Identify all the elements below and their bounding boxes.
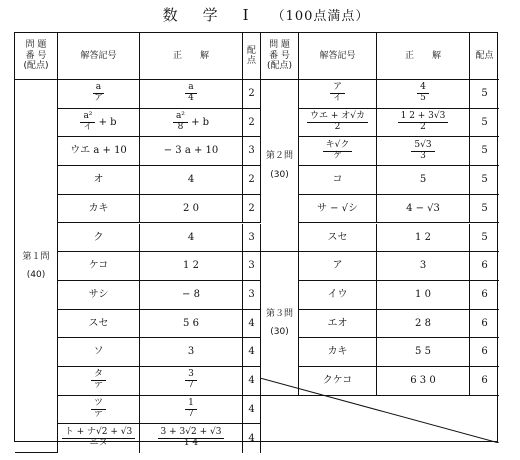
left-row-code-cell — [58, 310, 140, 339]
header-score — [470, 33, 499, 80]
header-answer-code — [58, 33, 140, 80]
left-row-answer-fraction — [173, 112, 188, 133]
header-correct-answer-text: 正 解 — [404, 50, 441, 61]
left-row-score-cell — [243, 396, 261, 425]
right-row-score: 6 — [481, 288, 488, 300]
left-row-score-cell — [243, 80, 261, 109]
right-row-answer-numerator: 4 — [417, 83, 429, 94]
left-row-score: 4 — [248, 375, 255, 387]
right-row-code-cell — [299, 195, 377, 224]
section-2-label: 第２問 — [265, 151, 293, 162]
left-row-answer-fraction — [185, 370, 197, 391]
left-row-score-cell — [243, 137, 261, 166]
right-row-code-text: エオ — [327, 317, 348, 329]
left-row-code-numerator: ト + ナ√2 + √3 — [62, 428, 135, 439]
right-row-code-denominator: 2 — [334, 122, 341, 133]
right-row-answer-fraction — [417, 83, 429, 104]
left-row-answer-cell — [140, 166, 243, 195]
header-question-line: (配点) — [266, 61, 293, 72]
right-row-code-denominator: イ — [332, 93, 342, 104]
right-row-score: 6 — [481, 260, 488, 272]
left-row-code-text: スセ — [88, 317, 109, 329]
left-row-code-cell — [58, 166, 140, 195]
left-row-score: 3 — [248, 145, 255, 157]
right-row-answer-cell — [377, 195, 470, 224]
left-row-answer-cell — [140, 252, 243, 281]
right-row-code-text: クケコ — [322, 375, 353, 387]
header-correct-answer — [377, 33, 470, 80]
left-row-score: 4 — [248, 403, 255, 415]
left-row-answer-cell — [140, 195, 243, 224]
left-row-answer-cell — [140, 338, 243, 367]
left-row-answer-numerator: 3 + 3√2 + √3 — [158, 428, 225, 439]
left-row-answer-numerator: 1 — [185, 399, 197, 410]
section-1-label: 第１問 — [22, 251, 50, 262]
header-question-line: 番 号 — [25, 50, 47, 61]
left-row-answer-fraction — [185, 83, 197, 104]
left-row-score: 2 — [248, 88, 255, 100]
left-row-code-numerator: ツ — [91, 399, 106, 410]
left-row-score-cell — [243, 195, 261, 224]
answer-table — [14, 32, 498, 449]
right-row-answer-text: 2 8 — [415, 317, 431, 329]
title-subject: 数 — [162, 6, 179, 24]
header-question-number — [261, 33, 299, 80]
right-row-answer-fraction — [411, 141, 434, 162]
header-correct-answer-text: 正 解 — [172, 50, 209, 61]
section-1 — [15, 80, 58, 453]
header-score-text: 配点 — [475, 50, 494, 61]
header-question-line: 番 号 — [269, 50, 290, 61]
left-row-code-cell — [58, 80, 140, 109]
right-row-answer-cell — [377, 310, 470, 339]
left-row-code-text: カキ — [88, 202, 109, 214]
header-question-line: 問 題 — [269, 40, 290, 51]
left-row-code-text: ソ — [93, 346, 104, 358]
right-row-score-cell — [470, 109, 499, 138]
left-row-score-cell — [243, 338, 261, 367]
right-row-answer-text: 1 0 — [415, 288, 431, 300]
right-row-answer-text: 3 — [419, 260, 427, 272]
left-row-score: 3 — [248, 260, 255, 272]
section-3 — [261, 252, 299, 396]
left-row-code-denominator: イ — [83, 122, 93, 133]
left-row-answer-cell — [140, 367, 243, 396]
left-row-score: 3 — [248, 288, 255, 300]
left-row-score-cell — [243, 109, 261, 138]
right-row-score: 6 — [481, 375, 488, 387]
right-row-score-cell — [470, 367, 499, 396]
header-correct-answer — [140, 33, 243, 80]
left-row-answer-fraction — [185, 399, 197, 420]
right-row-code-cell — [299, 367, 377, 396]
header-answer-code-text: 解答記号 — [80, 50, 117, 61]
right-row-code-text: コ — [332, 174, 343, 186]
left-row-code-cell — [58, 137, 140, 166]
right-row-code-cell — [299, 281, 377, 310]
right-row-code-cell — [299, 224, 377, 253]
left-row-code-fraction — [62, 428, 135, 449]
left-row-answer-text: − 8 — [182, 288, 200, 300]
right-row-answer-numerator: 5√3 — [411, 141, 434, 152]
left-row-code-text: サシ — [88, 288, 109, 300]
right-row-code-cell — [299, 80, 377, 109]
right-row-answer-text: 4 − √3 — [406, 202, 440, 214]
left-row-score-cell — [243, 166, 261, 195]
right-row-code-denominator: ケ — [332, 150, 342, 161]
right-row-score-cell — [470, 224, 499, 253]
right-row-answer-cell — [377, 252, 470, 281]
left-row-code-cell — [58, 224, 140, 253]
right-row-answer-cell — [377, 166, 470, 195]
left-row-answer-denominator: 4 — [188, 93, 194, 104]
left-row-answer-text: 5 6 — [183, 317, 199, 329]
right-row-answer-cell — [377, 367, 470, 396]
right-row-code-numerator: ウエ + オ√カ — [307, 112, 368, 123]
page-title — [0, 4, 520, 25]
left-row-answer-cell — [140, 396, 243, 425]
title-roman: Ⅰ — [242, 6, 250, 24]
header-answer-code — [299, 33, 377, 80]
left-row-score: 4 — [248, 317, 255, 329]
left-row-code-text: オ — [93, 174, 104, 186]
right-row-score: 5 — [481, 116, 488, 128]
right-row-answer-cell — [377, 338, 470, 367]
left-row-answer-numerator: a — [185, 83, 196, 94]
right-row-code-numerator: キ√ク — [323, 141, 353, 152]
right-row-score-cell — [470, 310, 499, 339]
left-row-answer-text: 1 2 — [183, 260, 199, 272]
right-row-score-cell — [470, 252, 499, 281]
left-row-answer-text: 4 — [187, 231, 195, 243]
left-row-score-cell — [243, 252, 261, 281]
right-row-code-cell — [299, 109, 377, 138]
left-row-answer-denominator: 7 — [188, 409, 194, 420]
header-question-number — [15, 33, 58, 80]
left-row-answer-cell — [140, 310, 243, 339]
left-row-score-cell — [243, 224, 261, 253]
left-row-answer-text: 2 0 — [183, 202, 199, 214]
section-3-points: (30) — [270, 327, 289, 338]
left-row-answer-text: 4 — [187, 174, 195, 186]
right-row-score: 6 — [481, 317, 488, 329]
left-row-code-denominator: テ — [93, 380, 103, 391]
left-row-score: 3 — [248, 231, 255, 243]
left-row-answer-cell — [140, 224, 243, 253]
right-row-answer-denominator: 3 — [420, 150, 426, 161]
right-row-code-cell — [299, 338, 377, 367]
right-row-answer-cell — [377, 137, 470, 166]
right-row-code-fraction — [330, 83, 345, 104]
left-row-code-numerator: a — [93, 83, 104, 94]
right-row-answer-denominator: 5 — [420, 93, 426, 104]
left-row-answer-numerator: 3 — [185, 370, 197, 381]
right-row-answer-fraction — [398, 112, 449, 133]
left-row-code-fraction — [91, 370, 106, 391]
right-row-code-cell — [299, 252, 377, 281]
right-row-answer-text: 6 3 0 — [410, 375, 436, 387]
header-question-line: (配点) — [23, 61, 49, 72]
right-row-code-cell — [299, 166, 377, 195]
left-row-answer-text: 3 — [187, 346, 195, 358]
right-row-answer-numerator: 1 2 + 3√3 — [398, 112, 449, 123]
right-row-score-cell — [470, 137, 499, 166]
left-row-score-cell — [243, 367, 261, 396]
right-row-score-cell — [470, 338, 499, 367]
left-row-code-text: ケコ — [88, 260, 109, 272]
right-row-score-cell — [470, 166, 499, 195]
section-2-points: (30) — [270, 169, 289, 180]
left-row-answer-cell — [140, 80, 243, 109]
left-row-code-cell — [58, 195, 140, 224]
left-row-score: 4 — [248, 346, 255, 358]
right-row-score-cell — [470, 195, 499, 224]
left-row-code-denominator: ニヌ — [89, 438, 108, 449]
left-row-answer-cell — [140, 281, 243, 310]
section-2 — [261, 80, 299, 252]
right-row-answer-text: 1 2 — [415, 231, 431, 243]
title-points: （100点満点） — [271, 9, 370, 24]
left-row-code-numerator: タ — [91, 370, 106, 381]
right-row-answer-cell — [377, 109, 470, 138]
left-row-code-fraction — [91, 83, 106, 104]
left-row-answer-denominator: 8 — [177, 122, 184, 133]
header-answer-code-text: 解答記号 — [319, 50, 356, 61]
right-row-code-text: カキ — [327, 346, 348, 358]
left-row-code-cell — [58, 367, 140, 396]
right-row-score-cell — [470, 80, 499, 109]
header-question-line: 問 題 — [25, 40, 47, 51]
right-row-score: 6 — [481, 346, 488, 358]
title-subject-2: 学 — [202, 6, 219, 24]
right-row-code-fraction — [307, 112, 368, 133]
right-row-score-cell — [470, 281, 499, 310]
left-row-code-cell — [58, 424, 140, 453]
left-row-score-cell — [243, 310, 261, 339]
right-row-code-text: スセ — [327, 231, 348, 243]
right-row-code-numerator: ア — [330, 83, 345, 94]
left-row-code-text: ク — [93, 231, 104, 243]
right-row-code-cell — [299, 137, 377, 166]
right-row-answer-cell — [377, 281, 470, 310]
right-row-answer-denominator: 2 — [420, 122, 426, 133]
left-row-code-cell — [58, 252, 140, 281]
left-row-answer-denominator: 7 — [188, 380, 194, 391]
left-row-code-denominator: ア — [93, 93, 103, 104]
left-row-answer-text: − 3 a + 10 — [163, 145, 219, 157]
left-row-score-cell — [243, 281, 261, 310]
header-score — [243, 33, 261, 80]
right-row-score: 5 — [481, 88, 488, 100]
right-row-answer-text: 5 — [419, 174, 427, 186]
left-row-code-cell — [58, 396, 140, 425]
left-row-answer-cell — [140, 137, 243, 166]
right-row-code-text: サ − √シ — [316, 202, 359, 214]
left-row-code-numerator: a² — [80, 112, 95, 123]
left-row-code-fraction — [80, 112, 95, 133]
right-row-code-text: ア — [332, 260, 343, 272]
left-row-code-denominator: テ — [93, 409, 103, 420]
right-row-score: 5 — [481, 145, 488, 157]
right-row-answer-cell — [377, 224, 470, 253]
left-row-score: 2 — [248, 116, 255, 128]
right-row-score: 5 — [481, 231, 488, 243]
left-row-score: 4 — [248, 432, 255, 444]
right-row-answer-cell — [377, 80, 470, 109]
header-score-text: 配点 — [246, 45, 256, 66]
left-row-code-text: ウエ a + 10 — [70, 145, 127, 157]
left-row-code-cell — [58, 338, 140, 367]
right-row-answer-text: 5 5 — [415, 346, 431, 358]
left-row-answer-fraction — [158, 428, 225, 449]
left-row-score: 2 — [248, 174, 255, 186]
right-row-code-cell — [299, 310, 377, 339]
section-1-points: (40) — [26, 270, 46, 281]
left-row-code-fraction — [91, 399, 106, 420]
left-row-code-term: + b — [95, 116, 117, 128]
section-3-label: 第３問 — [265, 309, 293, 320]
right-row-code-fraction — [323, 141, 353, 162]
right-row-code-text: イウ — [327, 288, 348, 300]
left-row-answer-term: + b — [187, 116, 210, 128]
left-row-answer-numerator: a² — [173, 112, 188, 123]
left-row-code-cell — [58, 109, 140, 138]
left-row-score: 2 — [248, 202, 255, 214]
left-row-answer-denominator: 1 4 — [183, 438, 199, 449]
right-row-score: 5 — [481, 202, 488, 214]
left-row-code-cell — [58, 281, 140, 310]
left-row-score-cell — [243, 424, 261, 453]
right-row-score: 5 — [481, 174, 488, 186]
left-row-answer-cell — [140, 424, 243, 453]
left-row-answer-cell — [140, 109, 243, 138]
